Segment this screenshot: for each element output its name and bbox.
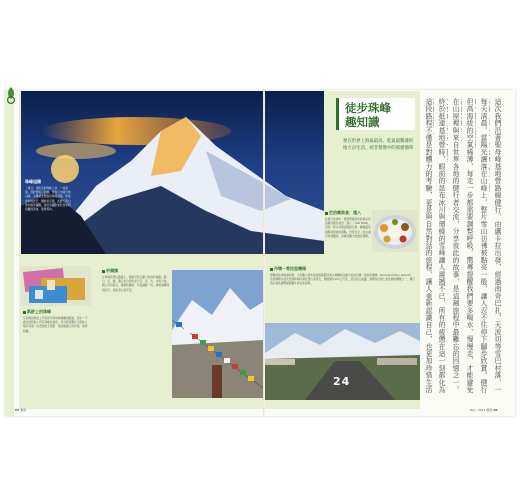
everest-caption-title: 珠峰旭陽 — [25, 179, 41, 184]
article-column-6: 這段路程不僅是對體力的考驗，更是與自然對話的旅程，讓人重新認識自己，也更加珍惜生活 — [424, 98, 432, 394]
everest-caption: 「旭日」為所有的珠峰之初，一座金頂，因此便有它的美。作為日出時分的山峰，太陽首先照射到珠峰頂端，形成金色的光芒，猶如金字塔，在藍天與白雪中格外耀眼，是所有攝影愛好者爭相拍攝的景象，值得等待。 — [25, 186, 71, 212]
food-title: 尼泊爾美食：達八 — [325, 210, 361, 216]
article-column-4: 在山屋裡與來自世界各地的健行者交流，分享彼此的故事，是這趟旅程中最難忘的回憶之一。 — [451, 98, 459, 394]
dal-bhat-photo — [372, 210, 418, 252]
right-folio: Dec. 2021 旅遊 68 — [470, 408, 498, 412]
title-box — [336, 98, 415, 130]
notes-body: 尼泊爾的紙鈔上印有許多與珠峰相關的圖案，其中一千盧比的紙鈔上印有珠峰的景色，另外紐西蘭五元紙鈔上則印有第一位登頂的艾德蒙．希拉瑞爵士的肖像，值得收藏。 — [23, 316, 88, 333]
leaf-logo-icon — [6, 86, 16, 104]
page-gutter — [263, 90, 265, 416]
magazine-spread — [5, 90, 515, 416]
feature-title: 徒步珠峰 趣知識 — [345, 101, 391, 129]
feature-intro: 要在世界上海拔最高、乾氣最稀薄的地方討生活，絕非想像中的那麼簡單 — [343, 139, 414, 151]
notes-title: 紙鈔上的珠峰 — [23, 309, 51, 315]
prayer-flags-body: 在珠峰的登山路線上，隨處可見五顏六色的祈福旗，藍、白、紅、綠、黃五色分別代表天空、雲、火、水與大地，旗上印有經文，當風吹動時，代表誦經一次，將祝福傳送到四方，保佑登山者平安。 — [102, 275, 170, 292]
article-column-2: 每天清晨，當陽光灑落在山峰上，整片雪山彷彿被點亮一般，讓人忍不住停下腳步欣賞。健行 — [479, 98, 487, 394]
left-folio: 69 旅遊 — [15, 408, 27, 412]
airport-photo — [265, 323, 420, 400]
left-margin-rail — [5, 90, 14, 416]
airport-title: 丹增－希拉里機場 — [270, 266, 306, 272]
everest-photo — [21, 91, 324, 254]
article-column-5: 終於抵達基地營時，眼前的昆布冰川與環繞的雪峰讓人震撼不已，所有的疲憊在這一刻都化為 — [437, 98, 445, 394]
airport-body: 想要前往珠峰基地營，大多數人會先從加德滿都搭乘小飛機前往盧卡拉的丹增－希拉里機場（Tenzing-Hillary Airport），這座機場以首次登頂珠峰的兩位登山家命名，跑道僅有527公尺長，且位於山崖邊，被稱為世界上最危險的機場之一，飛行員必須具備豐富經驗才能在此起降。 — [270, 273, 415, 286]
prayer-flags-photo — [172, 270, 263, 398]
runway-number: 24 — [333, 375, 351, 388]
food-body: 在健行的途中，旅客們最常吃的就是尼泊爾的國民美食「達八」(Dal Bhat)，這是一套以米飯搭配扁豆湯、咖哩蔬菜與醃菜組成的餐點，份量充足，吃完還可免費續加，是補充體力的最佳選擇。 — [325, 217, 371, 238]
banknotes-photo — [21, 266, 91, 306]
prayer-flags-title: 祈福旗 — [102, 268, 118, 274]
article-column-1: 這次我們沿著聖母峰基地營路線健行，由盧卡拉出發，經過南奇巴扎、天波切等雪巴村落，一 — [493, 98, 501, 394]
article-column-3: 但高海拔的空氣稀薄，每走一步都需要調整呼吸，嚮導提醒我們要多喝水、慢慢走，才能避免 — [465, 98, 473, 394]
